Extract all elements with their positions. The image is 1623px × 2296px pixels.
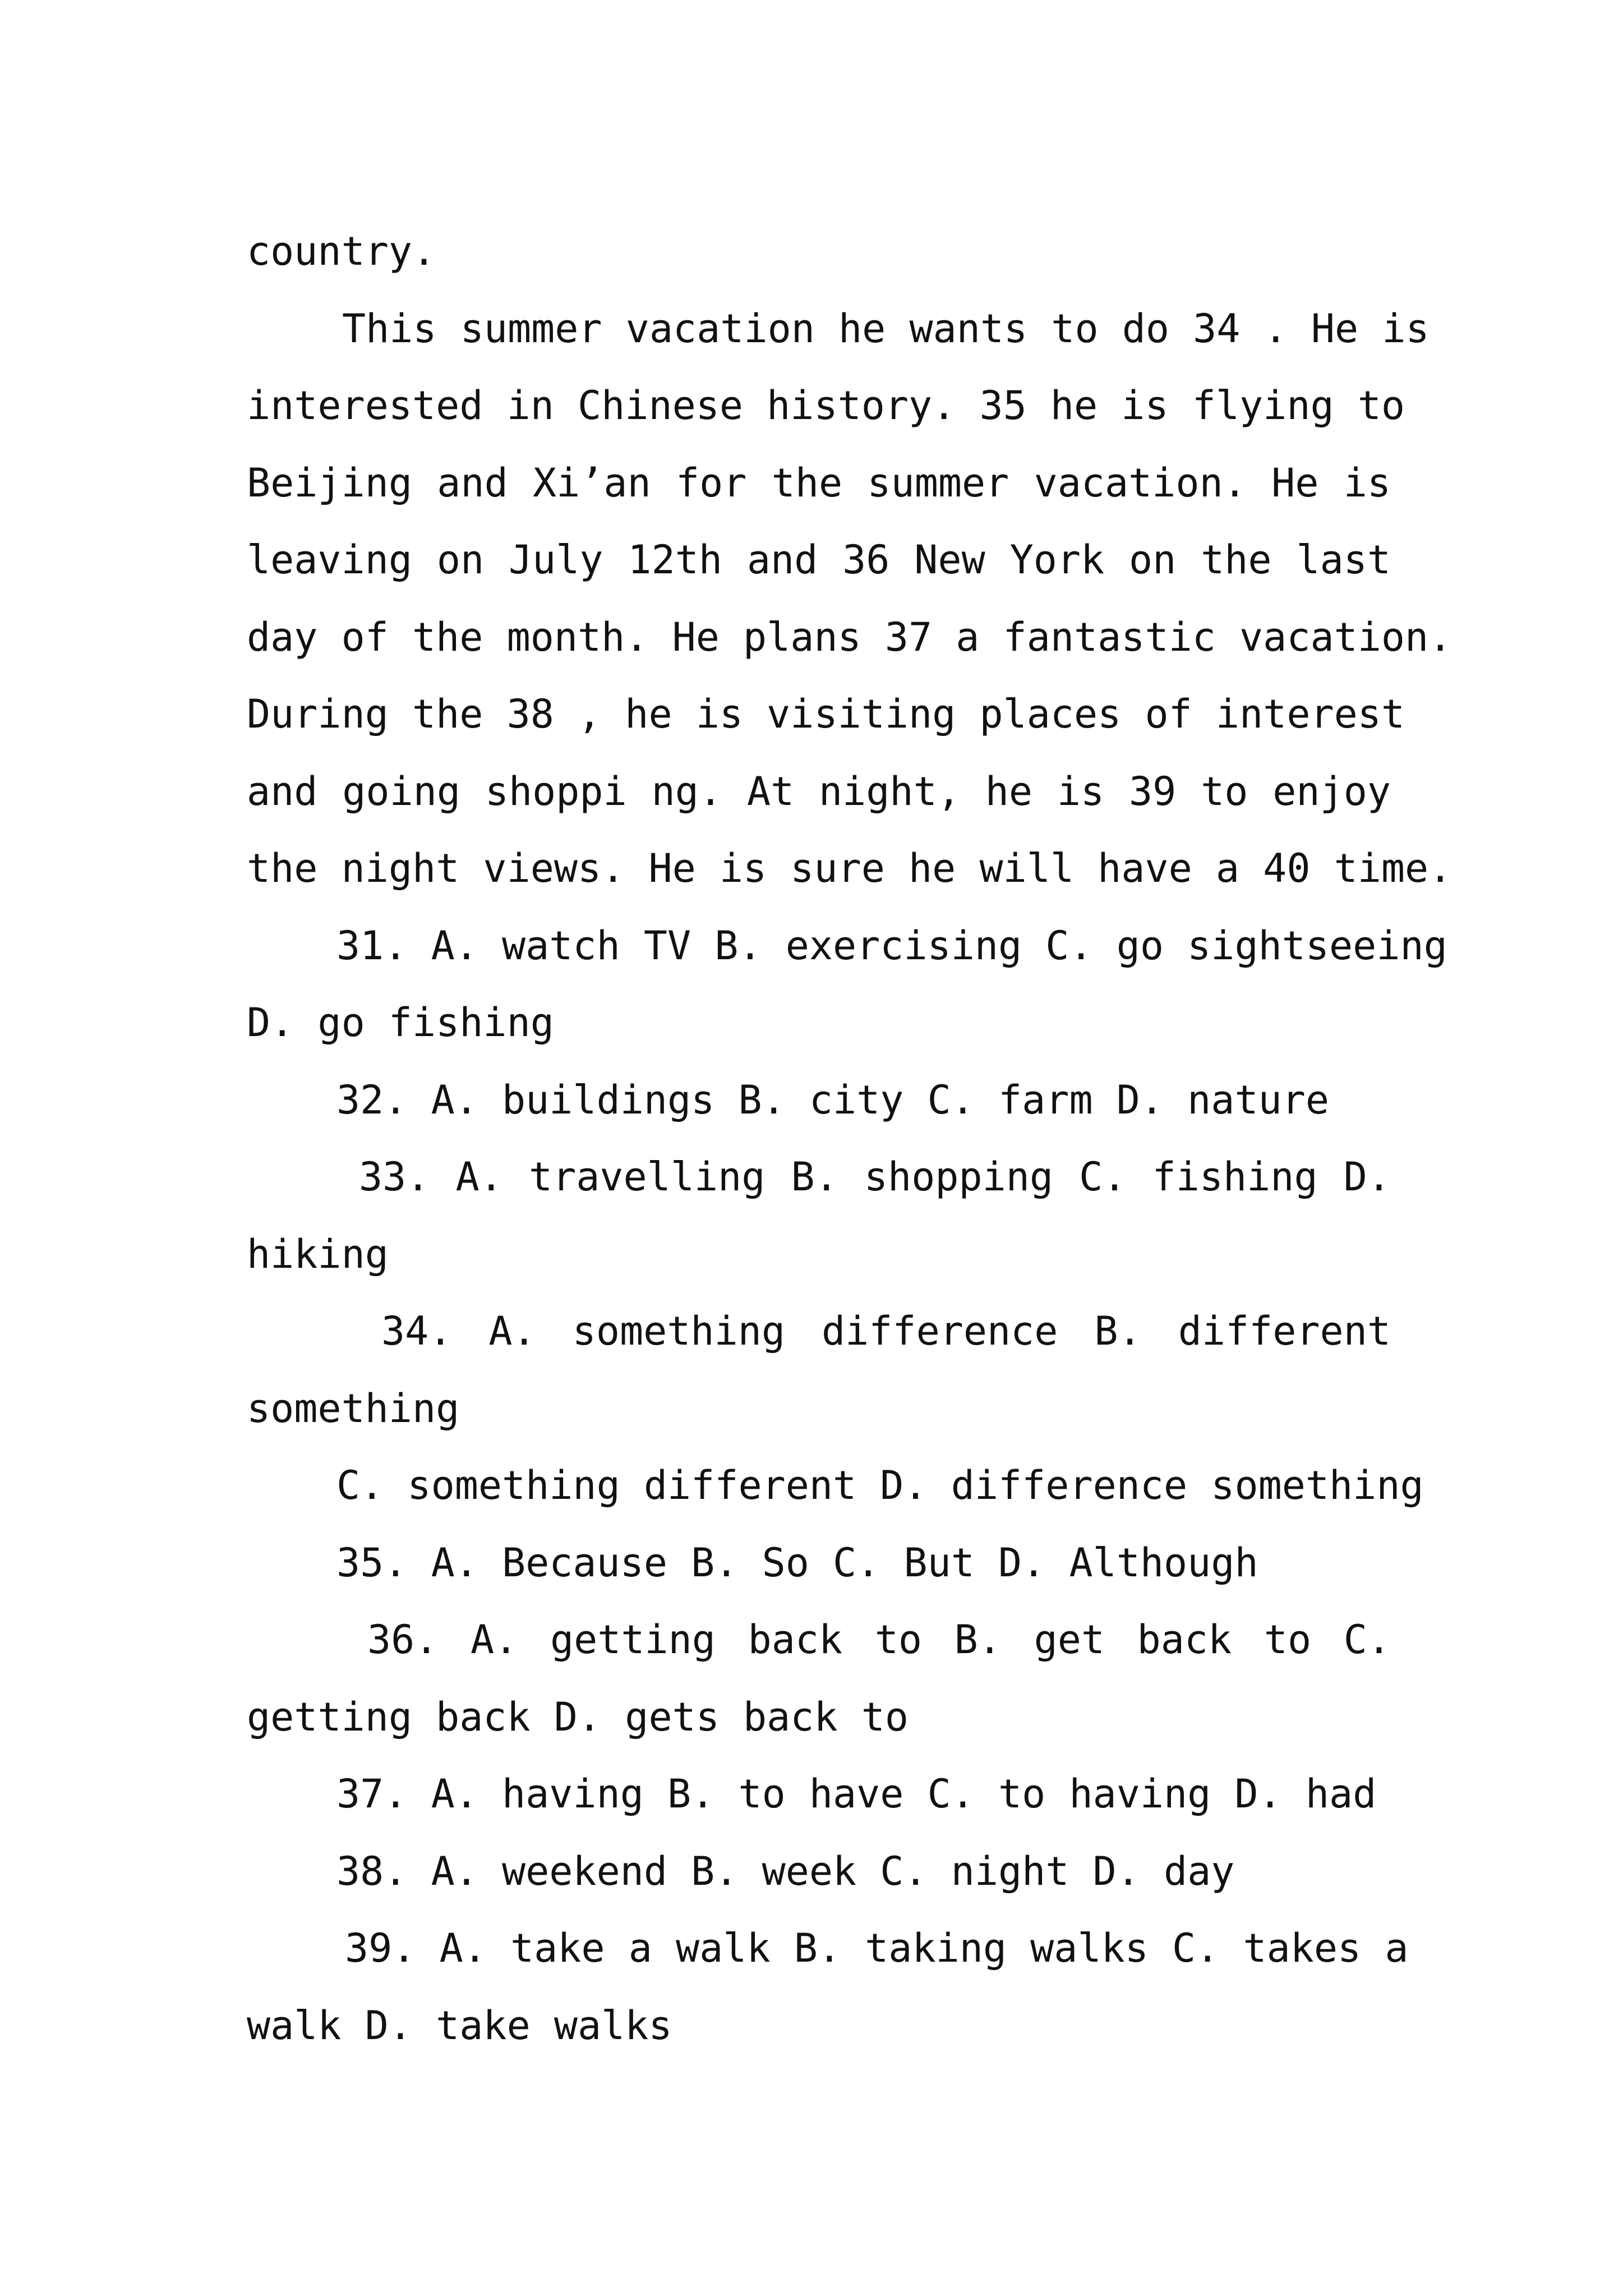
cloze-text-block — [247, 213, 1453, 2064]
question-32-line: 32. A. buildings B. city C. farm D. nature — [336, 1076, 1330, 1123]
question-35-line: 35. A. Because B. So C. But D. Although — [336, 1539, 1258, 1586]
passage-line: day of the month. He plans 37 a fantastic vacation. — [247, 614, 1453, 660]
question-34-continuation: something — [247, 1385, 460, 1432]
passage-line: This summer vacation he wants to do 34 . He is — [342, 305, 1430, 352]
question-34-continuation: C. something different D. difference something — [336, 1462, 1424, 1508]
question-36-continuation: getting back D. gets back to — [247, 1694, 909, 1740]
passage-line: During the 38 , he is visiting places of interest — [247, 691, 1405, 737]
question-31-line: 31. A. watch TV B. exercising C. go sightseeing — [336, 922, 1447, 969]
question-37-line: 37. A. having B. to have C. to having D. had — [336, 1771, 1377, 1817]
passage-continuation: country. — [247, 228, 436, 274]
question-36-line: 36. A. getting back to B. get back to C. — [367, 1617, 1391, 1663]
question-39-line: 39. A. take a walk B. taking walks C. takes a — [345, 1925, 1409, 1971]
question-33-continuation: hiking — [247, 1231, 389, 1277]
passage-line: Beijing and Xi’an for the summer vacation. He is — [247, 459, 1391, 506]
passage-line: interested in Chinese history. 35 he is flying to — [247, 383, 1405, 429]
question-31-continuation: D. go fishing — [247, 1000, 554, 1046]
question-34-line: 34. A. something difference B. different — [381, 1308, 1391, 1354]
question-39-continuation: walk D. take walks — [247, 2002, 672, 2049]
question-38-line: 38. A. weekend B. week C. night D. day — [336, 1848, 1235, 1894]
passage-line: and going shoppi ng. At night, he is 39 to enjoy — [247, 768, 1391, 815]
passage-line: leaving on July 12th and 36 New York on the last — [247, 537, 1391, 583]
passage-line: the night views. He is sure he will have a 40 time. — [247, 845, 1453, 891]
question-33-line: 33. A. travelling B. shopping C. fishing D. — [359, 1154, 1391, 1200]
